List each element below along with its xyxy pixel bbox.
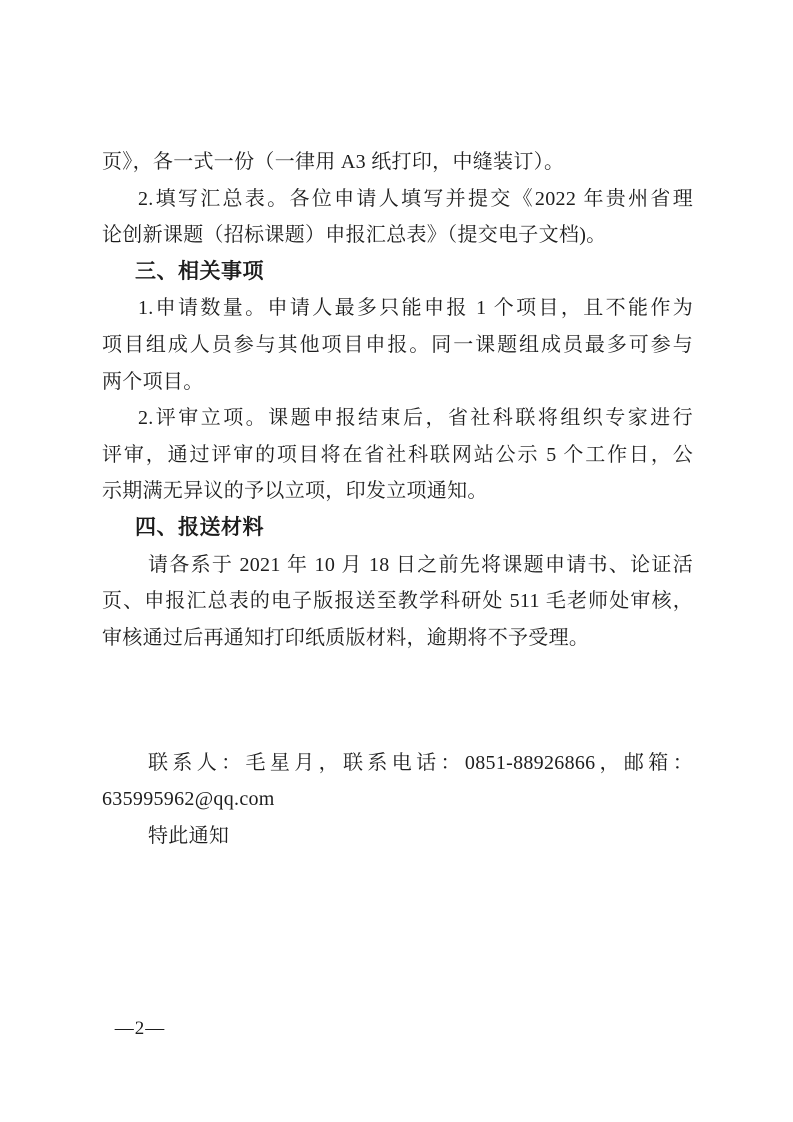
body-line-print-binding: 页》，各一式一份（一律用 A3 纸打印，中缝装订）。 (102, 151, 565, 173)
body-line-application-quantity-2: 项目组成人员参与其他项目申报。同一课题组成员最多可参与 (102, 333, 693, 356)
body-line-review-approval-1: 2.评审立项。课题申报结束后，省社科联将组织专家进行 (138, 407, 693, 430)
paragraph-spacer (102, 656, 693, 744)
section-heading-material-submission: 四、报送材料 (135, 515, 264, 539)
body-line-submission-deadline-2: 页、申报汇总表的电子版报送至教学科研处 511 毛老师处审核， (102, 590, 693, 613)
contact-email: 635995962@qq.com (102, 788, 275, 811)
body-line-submission-deadline-1: 请各系于 2021 年 10 月 18 日之前先将课题申请书、论证活 (148, 553, 693, 576)
section-heading-related-matters: 三、相关事项 (135, 259, 264, 283)
body-line-submission-deadline-3: 审核通过后再通知打印纸质版材料，逾期将不予受理。 (102, 626, 590, 649)
body-line-application-quantity-1: 1.申请数量。申请人最多只能申报 1 个项目，且不能作为 (138, 297, 693, 320)
body-line-summary-form-1: 2.填写汇总表。各位申请人填写并提交《2022 年贵州省理 (138, 187, 693, 210)
body-line-review-approval-3: 示期满无异议的予以立项，印发立项通知。 (102, 480, 488, 503)
page-number: —2— (114, 1018, 166, 1039)
contact-line: 联系人：毛星月，联系电话：0851-88926866，邮箱： (148, 751, 693, 774)
notice-body (102, 144, 693, 854)
body-line-review-approval-2: 评审，通过评审的项目将在省社科联网站公示 5 个工作日，公 (102, 443, 693, 466)
closing-line: 特此通知 (148, 824, 230, 847)
body-line-application-quantity-3: 两个项目。 (102, 370, 204, 393)
body-line-summary-form-2: 论创新课题（招标课题）申报汇总表》（提交电子文档)。 (102, 224, 607, 247)
